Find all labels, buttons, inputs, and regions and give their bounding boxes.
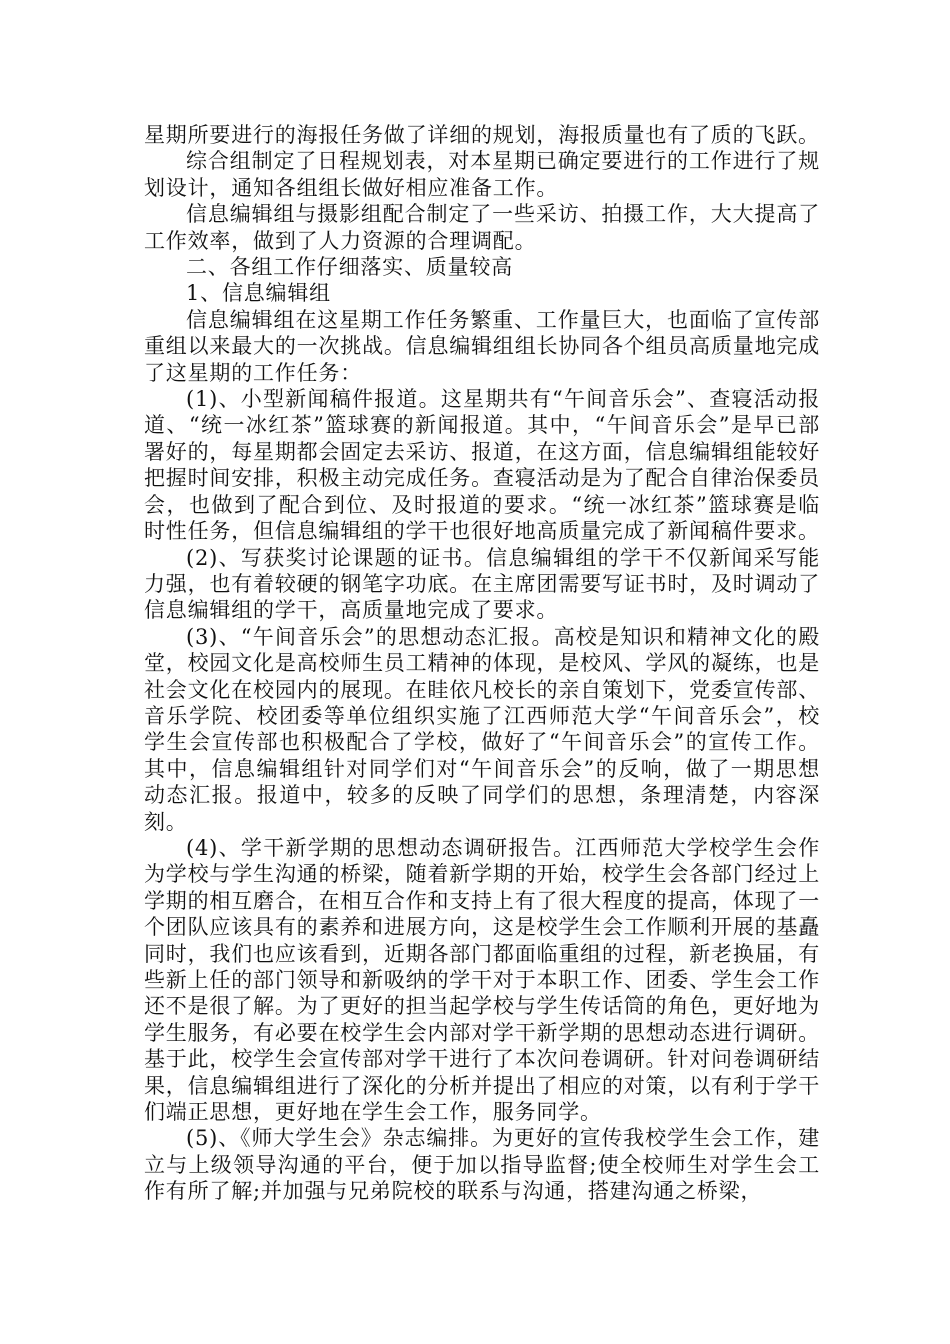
paragraph-item-2-certificates: (2)、写获奖讨论课题的证书。信息编辑组的学干不仅新闻采写能力强，也有着较硬的钢笔字功底。在主席团需要写证书时，及时调动了信息编辑组的学干，高质量地完成了要求。 xyxy=(144,545,820,623)
paragraph-poster-continuation: 星期所要进行的海报任务做了详细的规划，海报质量也有了质的飞跃。 xyxy=(144,123,820,147)
paragraph-item-5-magazine: (5)、《师大学生会》杂志编排。为更好的宣传我校学生会工作，建立与上级领导沟通的平台，便于加以指导监督;使全校师生对学生会工作有所了解;并加强与兄弟院校的联系与沟通，搭建沟通之桥梁， xyxy=(144,1126,820,1204)
paragraph-item-3-concert-report: (3)、“午间音乐会”的思想动态汇报。高校是知识和精神文化的殿堂，校园文化是高校师生员工精神的体现，是校风、学风的凝练，也是社会文化在校园内的展现。在眭依凡校长的亲自策划下，党委宣传部、音乐学院、校团委等单位组织实施了江西师范大学“午间音乐会”，校学生会宣传部也积极配合了学校，做好了“午间音乐会”的宣传工作。其中，信息编辑组针对同学们对“午间音乐会”的反响，做了一期思想动态汇报。报道中，较多的反映了同学们的思想，条理清楚，内容深刻。 xyxy=(144,624,820,834)
paragraph-info-photo-cooperation: 信息编辑组与摄影组配合制定了一些采访、拍摄工作，大大提高了工作效率，做到了人力资源的合理调配。 xyxy=(144,202,820,253)
paragraph-item-1-news-reports: (1)、小型新闻稿件报道。这星期共有“午间音乐会”、查寝活动报道、“统一冰红茶”篮球赛的新闻报道。其中，“午间音乐会”是早已部署好的，每星期都会固定去采访、报道，在这方面，信息编辑组能较好把握时间安排，积极主动完成任务。查寝活动是为了配合自律治保委员会，也做到了配合到位、及时报道的要求。“统一冰红茶”篮球赛是临时性任务，但信息编辑组的学干也很好地高质量完成了新闻稿件要求。 xyxy=(144,387,820,544)
subsection-heading-1: 1、信息编辑组 xyxy=(186,281,331,306)
paragraph-info-editing-intro: 信息编辑组在这星期工作任务繁重、工作量巨大，也面临了宣传部重组以来最大的一次挑战。信息编辑组组长协同各个组员高质量地完成了这星期的工作任务： xyxy=(144,307,820,385)
paragraph-general-group: 综合组制定了日程规划表，对本星期已确定要进行的工作进行了规划设计，通知各组组长做好相应准备工作。 xyxy=(144,149,820,200)
paragraph-item-4-survey-report: (4)、学干新学期的思想动态调研报告。江西师范大学校学生会作为学校与学生沟通的桥梁，随着新学期的开始，校学生会各部门经过上学期的相互磨合，在相互合作和支持上有了很大程度的提高，体现了一个团队应该具有的素养和进展方向，这是校学生会工作顺利开展的基矗同时，我们也应该看到，近期各部门都面临重组的过程，新老换届，有些新上任的部门领导和新吸纳的学干对于本职工作、团委、学生会工作还不是很了解。为了更好的担当起学校与学生传话筒的角色，更好地为学生服务，有必要在校学生会内部对学干新学期的思想动态进行调研。基于此，校学生会宣传部对学干进行了本次问卷调研。针对问卷调研结果，信息编辑组进行了深化的分析并提出了相应的对策，以有利于学干们端正思想，更好地在学生会工作，服务同学。 xyxy=(144,835,820,1125)
section-heading-2: 二、各组工作仔细落实、质量较高 xyxy=(186,255,513,280)
document-body xyxy=(144,122,820,1205)
